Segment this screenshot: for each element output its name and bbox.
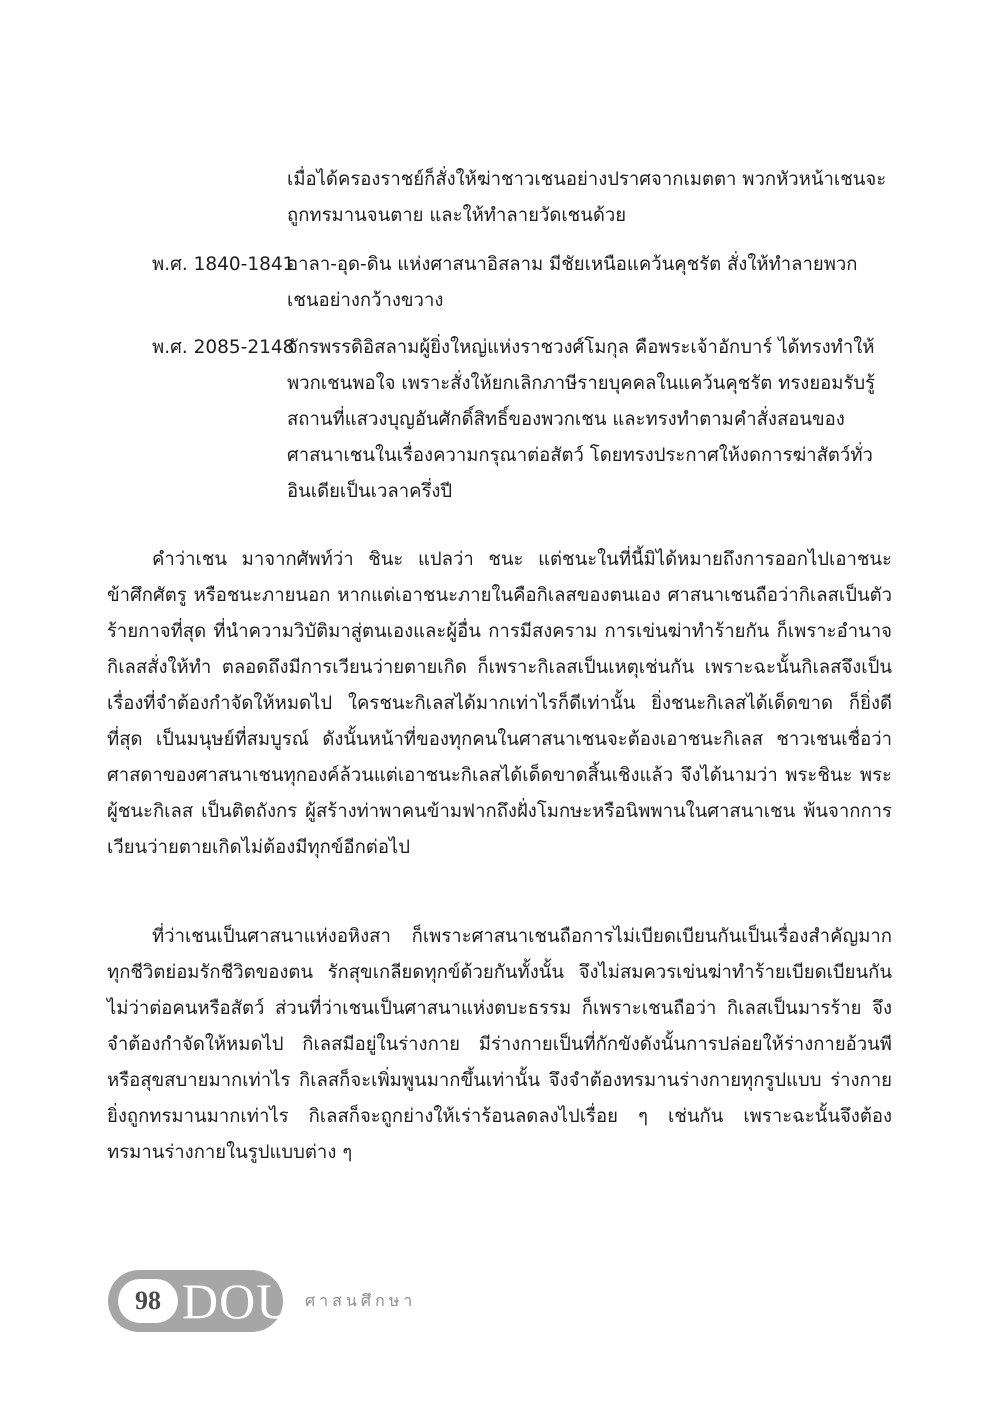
timeline-description: อาลา-อุด-ดิน แห่งศาสนาอิสลาม มีชัยเหนือแคว้นคุชรัต สั่งให้ทำลายพวกเชนอย่างกว้างขวาง (287, 254, 858, 311)
dou-logo: DOU (182, 1273, 294, 1329)
footer-badge (108, 1270, 294, 1332)
course-title: ศาสนศึกษา (305, 1290, 417, 1310)
timeline-description: จักรพรรดิอิสลามผู้ยิ่งใหญ่แห่งราชวงศ์โมกุล คือพระเจ้าอักบาร์ ได้ทรงทำให้พวกเชนพอใจ เพราะสั่งให้ยกเลิกภาษีรายบุคคลในแคว้นคุชรัต ทรงยอมรับรู้สถานที่แสวงบุญอันศักดิ์สิทธิ์ของพวกเชน และทรงทำตามคำสั่งสอนของศาสนาเชนในเรื่องความกรุณาต่อสัตว์ โดยทรงประกาศให้งดการฆ่าสัตว์ทั่วอินเดียเป็นเวลาครึ่งปี (287, 337, 876, 502)
body-paragraph: คำว่าเชน มาจากศัพท์ว่า ชินะ แปลว่า ชนะ แต่ชนะในที่นี้มิได้หมายถึงการออกไปเอาชนะข้าศึกศัตรู หรือชนะภายนอก หากแต่เอาชนะภายในคือกิเลสของตนเอง ศาสนาเชนถือว่ากิเลสเป็นตัวร้ายกาจที่สุด ที่นำความวิบัติมาสู่ตนเองและผู้อื่น การมีสงคราม การเข่นฆ่าทำร้ายกัน ก็เพราะอำนาจกิเลสสั่งให้ทำ ตลอดถึงมีการเวียนว่ายตายเกิด ก็เพราะกิเลสเป็นเหตุเช่นกัน เพราะฉะนั้นกิเลสจึงเป็นเรื่องที่จำต้องกำจัดให้หมดไป ใครชนะกิเลสได้มากเท่าไรก็ดีเท่านั้น ยิ่งชนะกิเลสได้เด็ดขาด ก็ยิ่งดีที่สุด เป็นมนุษย์ที่สมบูรณ์ ดังนั้นหน้าที่ของทุกคนในศาสนาเชนจะต้องเอาชนะกิเลส ชาวเชนเชื่อว่าศาสดาของศาสนาเชนทุกองค์ล้วนแต่เอาชนะกิเลสได้เด็ดขาดสิ้นเชิงแล้ว จึงได้นามว่า พระชินะ พระผู้ชนะกิเลส เป็นติตถังกร ผู้สร้างท่าพาคนข้ามฟากถึงฝั่งโมกษะหรือนิพพานในศาสนาเชน พ้นจากการเวียนว่ายตายเกิดไม่ต้องมีทุกข์อีกต่อไป (107, 548, 892, 858)
page-footer (108, 1270, 416, 1332)
timeline-continued-text: เมื่อได้ครองราชย์ก็สั่งให้ฆ่าชาวเชนอย่างปราศจากเมตตา พวกหัวหน้าเชนจะถูกทรมานจนตาย และให้ทำลายวัดเชนด้วย (287, 169, 887, 226)
body-paragraph: ที่ว่าเชนเป็นศาสนาแห่งอหิงสา ก็เพราะศาสนาเชนถือการไม่เบียดเบียนกันเป็นเรื่องสำคัญมาก ทุกชีวิตย่อมรักชีวิตของตน รักสุขเกลียดทุกข์ด้วยกันทั้งนั้น จึงไม่สมควรเข่นฆ่าทำร้ายเบียดเบียนกัน ไม่ว่าต่อคนหรือสัตว์ ส่วนที่ว่าเชนเป็นศาสนาแห่งตบะธรรม ก็เพราะเชนถือว่า กิเลสเป็นมารร้าย จึงจำต้องกำจัดให้หมดไป กิเลสมีอยู่ในร่างกาย มีร่างกายเป็นที่กักขังดังนั้นการปล่อยให้ร่างกายอ้วนพีหรือสุขสบายมากเท่าไร กิเลสก็จะเพิ่มพูนมากขึ้นเท่านั้น จึงจำต้องทรมานร่างกายทุกรูปแบบ ร่างกายยิ่งถูกทรมานมากเท่าไร กิเลสก็จะถูกย่างให้เร่าร้อนลดลงไปเรื่อย ๆ เช่นกัน เพราะฉะนั้นจึงต้องทรมานร่างกายในรูปแบบต่าง ๆ (107, 925, 892, 1163)
timeline-date: พ.ศ. 2085-2148 (152, 337, 295, 358)
timeline-date: พ.ศ. 1840-1841 (152, 254, 295, 275)
page-number: 98 (118, 1279, 178, 1323)
